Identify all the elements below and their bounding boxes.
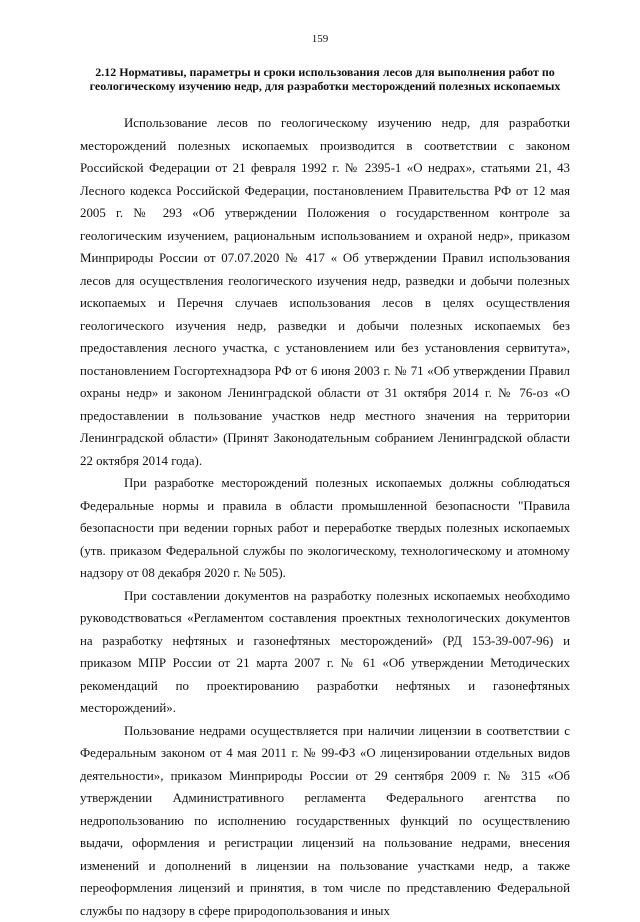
page-number: 159 bbox=[0, 33, 640, 45]
paragraph-industrial-safety: При разработке месторождений полезных ископаемых должны соблюдаться Федеральные нормы и правила в области промышленной безопасности "Правила безопасности при ведении горных работ и переработке твердых полезных ископаемых (утв. приказом Федеральной службы по экологическому, технологическому и атомному надзору от 08 декабря 2020 г. № 505). bbox=[80, 472, 570, 585]
paragraph-design-documents: При составлении документов на разработку полезных ископаемых необходимо руководствоваться «Регламентом составления проектных технологических документов на разработку нефтяных и газонефтяных месторождений» (РД 153-39-007-96) и приказом МПР России от 21 марта 2007 г. № 61 «Об утверждении Методических рекомендаций по проектированию разработки нефтяных и газонефтяных месторождений». bbox=[80, 585, 570, 720]
section-heading: 2.12 Нормативы, параметры и сроки использования лесов для выполнения работ по геологическому изучению недр, для разработки месторождений полезных ископаемых bbox=[80, 65, 570, 93]
document-body bbox=[80, 112, 570, 922]
paragraph-forest-use-legal-basis: Использование лесов по геологическому изучению недр, для разработки месторождений полезных ископаемых производится в соответствии с законом Российской Федерации от 21 февраля 1992 г. № 2395-1 «О недрах», статьями 21, 43 Лесного кодекса Российской Федерации, постановлением Правительства РФ от 12 мая 2005 г. № 293 «Об утверждении Положения о государственном контроле за геологическим изучением, рациональным использованием и охраной недр», приказом Минприроды России от 07.07.2020 № 417 « Об утверждении Правил использования лесов для осуществления геологического изучения недр, разведки и добычи полезных ископаемых и Перечня случаев использования лесов в целях осуществления геологического изучения недр, разведки и добычи полезных ископаемых без предоставления лесного участка, с установлением или без установления сервитута», постановлением Госгортехнадзора РФ от 6 июня 2003 г. № 71 «Об утверждении Правил охраны недр» и законом Ленинградской области от 31 октября 2014 г. № 76-оз «О предоставлении в пользование участков недр местного значения на территории Ленинградской области» (Принят Законодательным собранием Ленинградской области 22 октября 2014 года). bbox=[80, 112, 570, 472]
paragraph-licensing: Пользование недрами осуществляется при наличии лицензии в соответствии с Федеральным законом от 4 мая 2011 г. № 99-ФЗ «О лицензировании отдельных видов деятельности», приказом Минприроды России от 29 сентября 2009 г. № 315 «Об утверждении Административного регламента Федерального агентства по недропользованию по исполнению государственных функций по осуществлению выдачи, оформления и регистрации лицензий на пользование недрами, внесения изменений и дополнений в лицензии на пользование участками недр, а также переоформления лицензий и принятия, в том числе по представлению Федеральной службы по надзору в сфере природопользования и иных bbox=[80, 720, 570, 922]
